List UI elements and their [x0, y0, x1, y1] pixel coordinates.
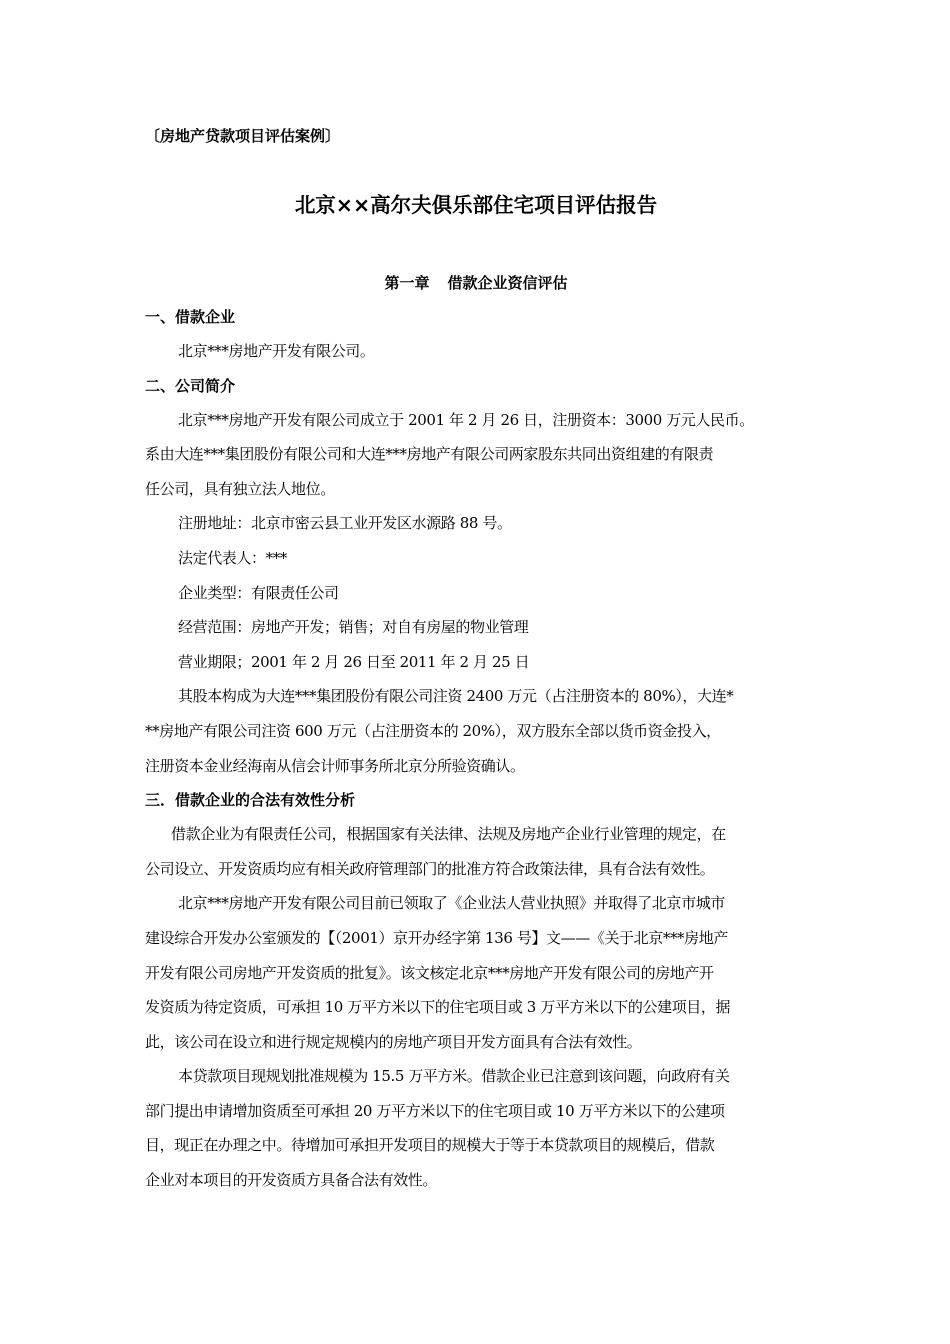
section-heading: 三．借款企业的合法有效性分析 [145, 791, 356, 810]
text-line: 目，现正在办理之中。待增加可承担开发项目的规模大于等于本贷款项目的规模后，借款 [145, 1136, 715, 1155]
text-line: 借款企业为有限责任公司，根据国家有关法律、法规及房地产企业行业管理的规定，在 [171, 825, 726, 844]
text-line: 其股本构成为大连***集团股份有限公司注资 2400 万元（占注册资本的 80%），大连* [178, 687, 734, 706]
chapter-number: 第一章 [384, 274, 430, 292]
text-line: 建设综合开发办公室颁发的【（2001）京开办经字第 136 号】文——《关于北京***房地产 [145, 928, 728, 947]
text-line: 北京***房地产开发有限公司成立于 2001 年 2 月 26 日，注册资本：3000 万元人民币。 [178, 410, 754, 429]
text-line: 任公司，具有独立法人地位。 [145, 479, 335, 498]
text-line: 企业类型：有限责任公司 [178, 583, 339, 602]
text-line: 营业期限；2001 年 2 月 26 日至 2011 年 2 月 25 日 [178, 652, 530, 671]
text-line: 北京***房地产开发有限公司目前已领取了《企业法人营业执照》并取得了北京市城市 [178, 894, 725, 913]
text-line: 北京***房地产开发有限公司。 [178, 342, 375, 360]
paragraph [145, 610, 807, 645]
paragraph [145, 403, 807, 507]
text-line: 部门提出申请增加资质至可承担 20 万平方米以下的住宅项目或 10 万平方米以下的公建项 [145, 1101, 725, 1120]
text-line: 本贷款项目现规划批准规模为 15.5 万平方米。借款企业已注意到该问题，向政府有关 [178, 1067, 730, 1086]
chapter-name: 借款企业资信评估 [447, 274, 568, 292]
report-title: 北京××高尔夫俱乐部住宅项目评估报告 [294, 193, 658, 217]
paragraph [145, 645, 807, 680]
case-label: 〔房地产贷款项目评估案例〕 [145, 127, 341, 145]
paragraph [145, 1059, 807, 1197]
text-line: 注册地址：北京市密云县工业开发区水源路 88 号。 [178, 514, 512, 533]
text-line: 经营范围：房地产开发；销售；对自有房屋的物业管理 [178, 618, 529, 637]
text-line: **房地产有限公司注资 600 万元（占注册资本的 20%），双方股东全部以货币资金投入， [145, 721, 721, 740]
paragraph [145, 817, 807, 886]
chapter-heading [145, 266, 807, 300]
text-line: 公司设立、开发资质均应有相关政府管理部门的批准方符合政策法律，具有合法有效性。 [145, 859, 715, 878]
paragraph [145, 334, 807, 369]
text-line: 企业对本项目的开发资质方具备合法有效性。 [145, 1171, 438, 1190]
paragraph [145, 506, 807, 541]
paragraph [145, 886, 807, 1059]
text-line: 此，该公司在设立和进行规定规模内的房地产项目开发方面具有合法有效性。 [145, 1032, 642, 1051]
section-heading: 一、借款企业 [145, 308, 236, 326]
text-line: 法定代表人：*** [178, 548, 287, 567]
text-line: 注册资本金业经海南从信会计师事务所北京分所验资确认。 [145, 756, 525, 775]
text-line: 开发有限公司房地产开发资质的批复》。该文核定北京***房地产开发有限公司的房地产开 [145, 963, 714, 982]
section-heading: 二、公司简介 [145, 376, 236, 395]
paragraph [145, 541, 807, 576]
paragraph [145, 679, 807, 783]
document-body [145, 118, 807, 1198]
paragraph [145, 576, 807, 611]
text-line: 发资质为待定资质，可承担 10 万平方米以下的住宅项目或 3 万平方米以下的公建项目，据 [145, 998, 731, 1017]
text-line: 系由大连***集团股份有限公司和大连***房地产有限公司两家股东共同出资组建的有限责 [145, 445, 714, 464]
